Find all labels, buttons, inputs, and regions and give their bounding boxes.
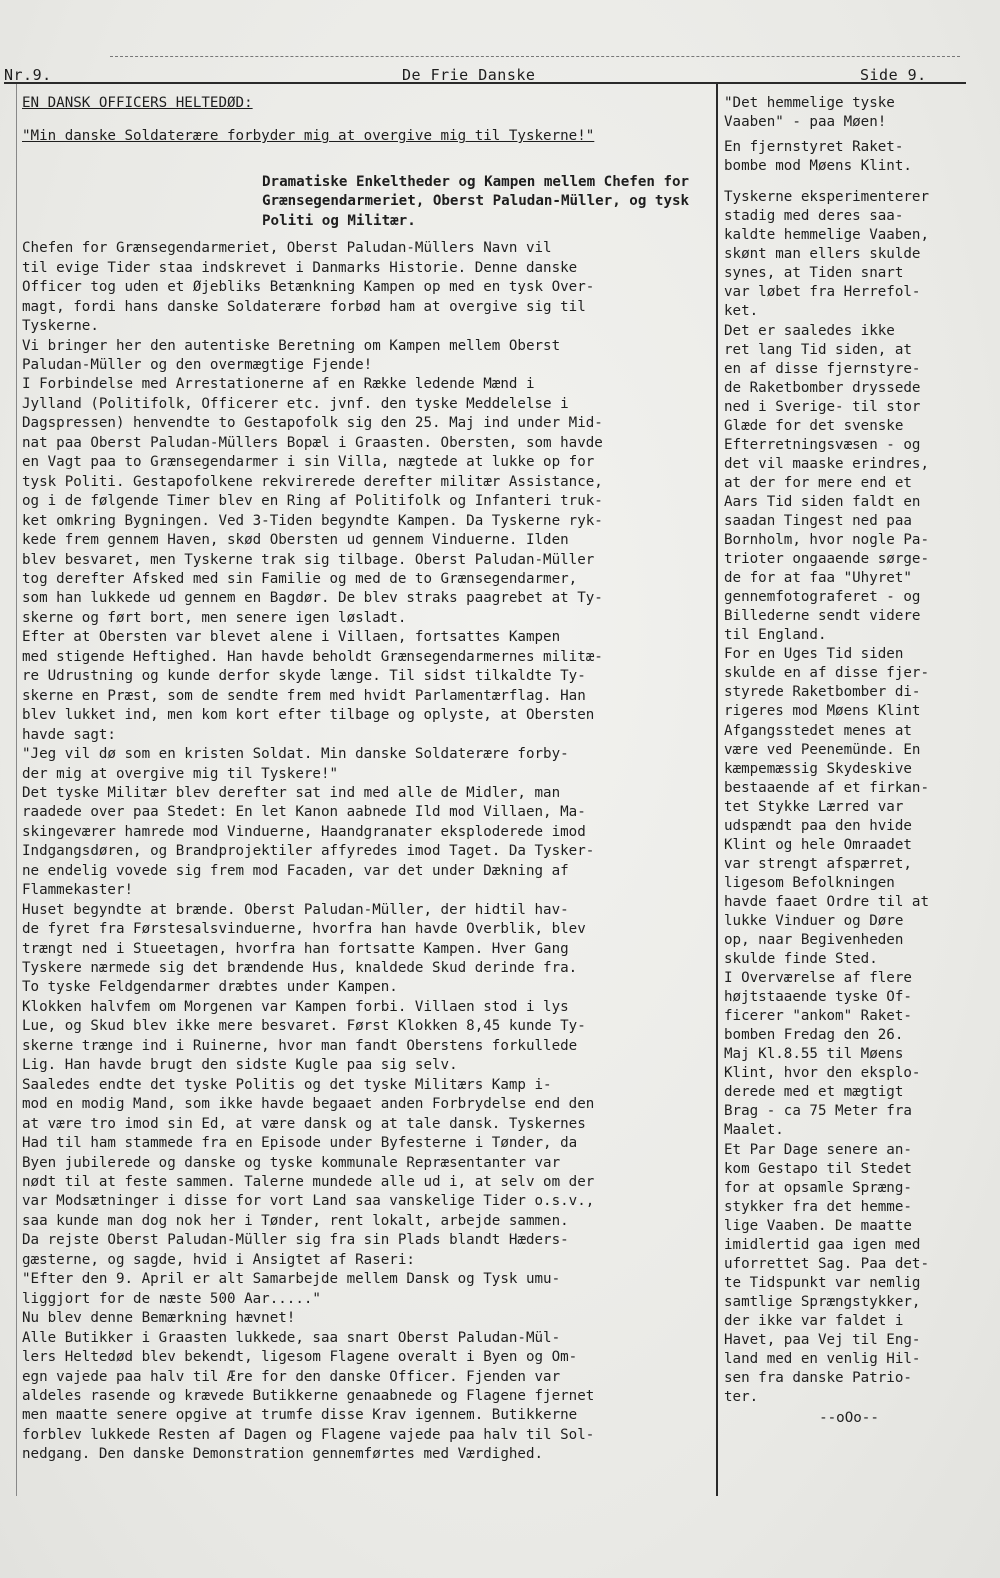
left-margin-rule [16,84,17,1496]
header-rule [4,82,966,84]
side-article-heading: "Det hemmelige tyske Vaaben" - paa Møen! [724,95,895,131]
column-divider [716,84,718,1496]
issue-number: Nr.9. [4,66,52,84]
article-heading: EN DANSK OFFICERS HELTEDØD: [22,95,253,111]
page-number: Side 9. [860,66,927,84]
article-quote-heading: "Min danske Soldaterære forbyder mig at overgive mig til Tyskerne!" [22,128,595,145]
article-lead: Dramatiske Enkeltheder og Kampen mellem Chefen for Grænsegendarmeriet, Oberst Paludan-Müller, og tysk Politi og Militær. [262,173,690,229]
article-body: Chefen for Grænsegendarmeriet, Oberst Paludan-Müllers Navn vil til evige Tider staa indskrevet i Danmarks Historie. Denne danske Officer tog uden et Øjebliks Betænkning Kampen op med en tysk Over- magt, fordi hans danske Soldaterære forbød ham at overgive sig til Tyskerne. Vi bringer her den autentiske Beretning om Kampen mellem Oberst Paludan-Müller og den overmægtige Fjende! I Forbindelse med Arrestationerne af en Række ledende Mænd i Jylland (Politifolk, Officerer etc. jvnf. den tyske Meddelelse i Dagspressen) henvendte to Gestapofolk sig den 25. Maj ind under Mid- nat paa Oberst Paludan-Müllers Bopæl i Graasten. Obersten, som havde en Vagt paa to Grænsegendarmer i sin Villa, nægtede at lukke op for tysk Politi. Gestapofolkene rekvirerede derefter militær Assistance, og i de følgende Timer blev en Ring af Politifolk og Infanteri truk- ket omkring Bygningen. Ved 3-Tiden begyndte Kampen. Da Tyskerne ryk- kede frem gennem Haven, skød Obersten ud gennem Vinduerne. Ilden blev besvaret, men Tyskerne trak sig tilbage. Oberst Paludan-Müller tog derefter Afsked med sin Familie og med de to Grænsegendarmer, som han lukkede ud gennem en Bagdør. De blev straks paagrebet at Ty- skerne og ført bort, men senere igen løsladt. Efter at Obersten var blevet alene i Villaen, fortsattes Kampen med stigende Heftighed. Han havde beholdt Grænsegendarmernes militæ- re Udrustning og kunde derfor skyde længe. Til sidst tilkaldte Ty- skerne en Præst, som de sendte frem med hvidt Parlamentærflag. Han blev lukket ind, men kom kort efter tilbage og oplyste, at Obersten havde sagt: "Jeg vil dø som en kristen Soldat. Min danske Soldaterære forby- der mig at overgive mig til Tyskere!" Det tyske Militær blev derefter sat ind med alle de Midler, man raadede over paa Stedet: En let Kanon aabnede Ild mod Villaen, Ma- skingeværer hamrede mod Vinduerne, Haandgranater eksploderede imod Indgangsdøren, og Brandprojektiler affyredes imod Taget. Da Tysker- ne endelig vovede sig frem mod Facaden, var det under Dækning af Flammekaster! Huset begyndte at brænde. Oberst Paludan-Müller, der hidtil hav- de fyret fra Førstesalsvinduerne, hvorfra han havde Overblik, blev trængt ned i Stueetagen, hvorfra han fortsatte Kampen. Hver Gang Tyskere nærmede sig det brændende Hus, knaldede Skud derinde fra. To tyske Feldgendarmer dræbtes under Kampen. Klokken halvfem om Morgenen var Kampen forbi. Villaen stod i lys Lue, og Skud blev ikke mere besvaret. Først Klokken 8,45 kunde Ty- skerne trænge ind i Ruinerne, hvor man fandt Oberstens forkullede Lig. Han havde brugt den sidste Kugle paa sig selv. Saaledes endte det tyske Politis og det tyske Militærs Kamp i- mod en modig Mand, som ikke havde begaaet anden Forbrydelse end den at være tro imod sin Ed, at være dansk og at tale dansk. Tyskernes Had til ham stammede fra en Episode under Byfesterne i Tønder, da Byen jubilerede og danske og tyske kommunale Repræsentanter var nødt til at feste sammen. Talerne mundede alle ud i, at selv om der var Modsætninger i disse for vort Land saa vanskelige Tider o.s.v., saa kunde man dog nok her i Tønder, rent lokalt, arbejde sammen. Da rejste Oberst Paludan-Müller sig fra sin Plads blandt Hæders- gæsterne, og sagde, hvid i Ansigtet af Raseri: "Efter den 9. April er alt Samarbejde mellem Dansk og Tysk umu- liggjort for de næste 500 Aar....." Nu blev denne Bemærkning hævnet! Alle Butikker i Graasten lukkede, saa snart Oberst Paludan-Mül- lers Heltedød blev bekendt, ligesom Flagene overalt i Byen og Om- egn vajede paa halv til Ære for den danske Officer. Fjenden var aldeles rasende og krævede Butikkerne genaabnede og Flagene fjernet men maatte senere opgive at trumfe disse Krav igennem. Butikkerne forblev lukkede Resten af Dagen og Flagene vajede paa halv til Sol- nedgang. Den danske Demonstration gennemførtes med Værdighed. [22,240,603,1463]
top-dashed-line [110,56,960,57]
main-article [22,94,712,1465]
publication-title: De Frie Danske [402,66,536,84]
side-article-subheading: En fjernstyret Raket- bombe mod Møens Klint. [724,139,912,175]
end-mark: --oOo-- [819,1410,879,1427]
side-article [724,94,974,1428]
side-article-body: Tyskerne eksperimenterer stadig med deres saa- kaldte hemmelige Vaaben, skønt man ellers skulde synes, at Tiden snart var løbet fra Herrefol- ket. Det er saaledes ikke ret lang Tid siden, at en af disse fjernstyre- de Raketbomber dryssede ned i Sverige- til stor Glæde for det svenske Efterretningsvæsen - og det vil maaske erindres, at der for mere end et Aars Tid siden faldt en saadan Tingest ned paa Bornholm, hvor nogle Pa- trioter ongaaende sørge- de for at faa "Uhyret" gennemfotograferet - og Billederne sendt videre til England. For en Uges Tid siden skulde en af disse fjer- styrede Raketbomber di- rigeres mod Møens Klint Afgangsstedet menes at være ved Peenemünde. En kæmpemæssig Skydeskive bestaaende af et firkan- tet Stykke Lærred var udspændt paa den hvide Klint og hele Omraadet var strengt afspærret, ligesom Befolkningen havde faaet Ordre til at lukke Vinduer og Døre op, naar Begivenheden skulde finde Sted. I Overværelse af flere højtstaaende tyske Of- ficerer "ankom" Raket- bomben Fredag den 26. Maj Kl.8.55 til Møens Klint, hvor den eksplo- derede med et mægtigt Brag - ca 75 Meter fra Maalet. Et Par Dage senere an- kom Gestapo til Stedet for at opsamle Spræng- stykker fra det hemme- lige Vaaben. De maatte imidlertid gaa igen med uforrettet Sag. Paa det- te Tidspunkt var nemlig samtlige Sprængstykker, der ikke var faldet i Havet, paa Vej til Eng- land med en venlig Hil- sen fra danske Patrio- ter. [724,189,929,1406]
